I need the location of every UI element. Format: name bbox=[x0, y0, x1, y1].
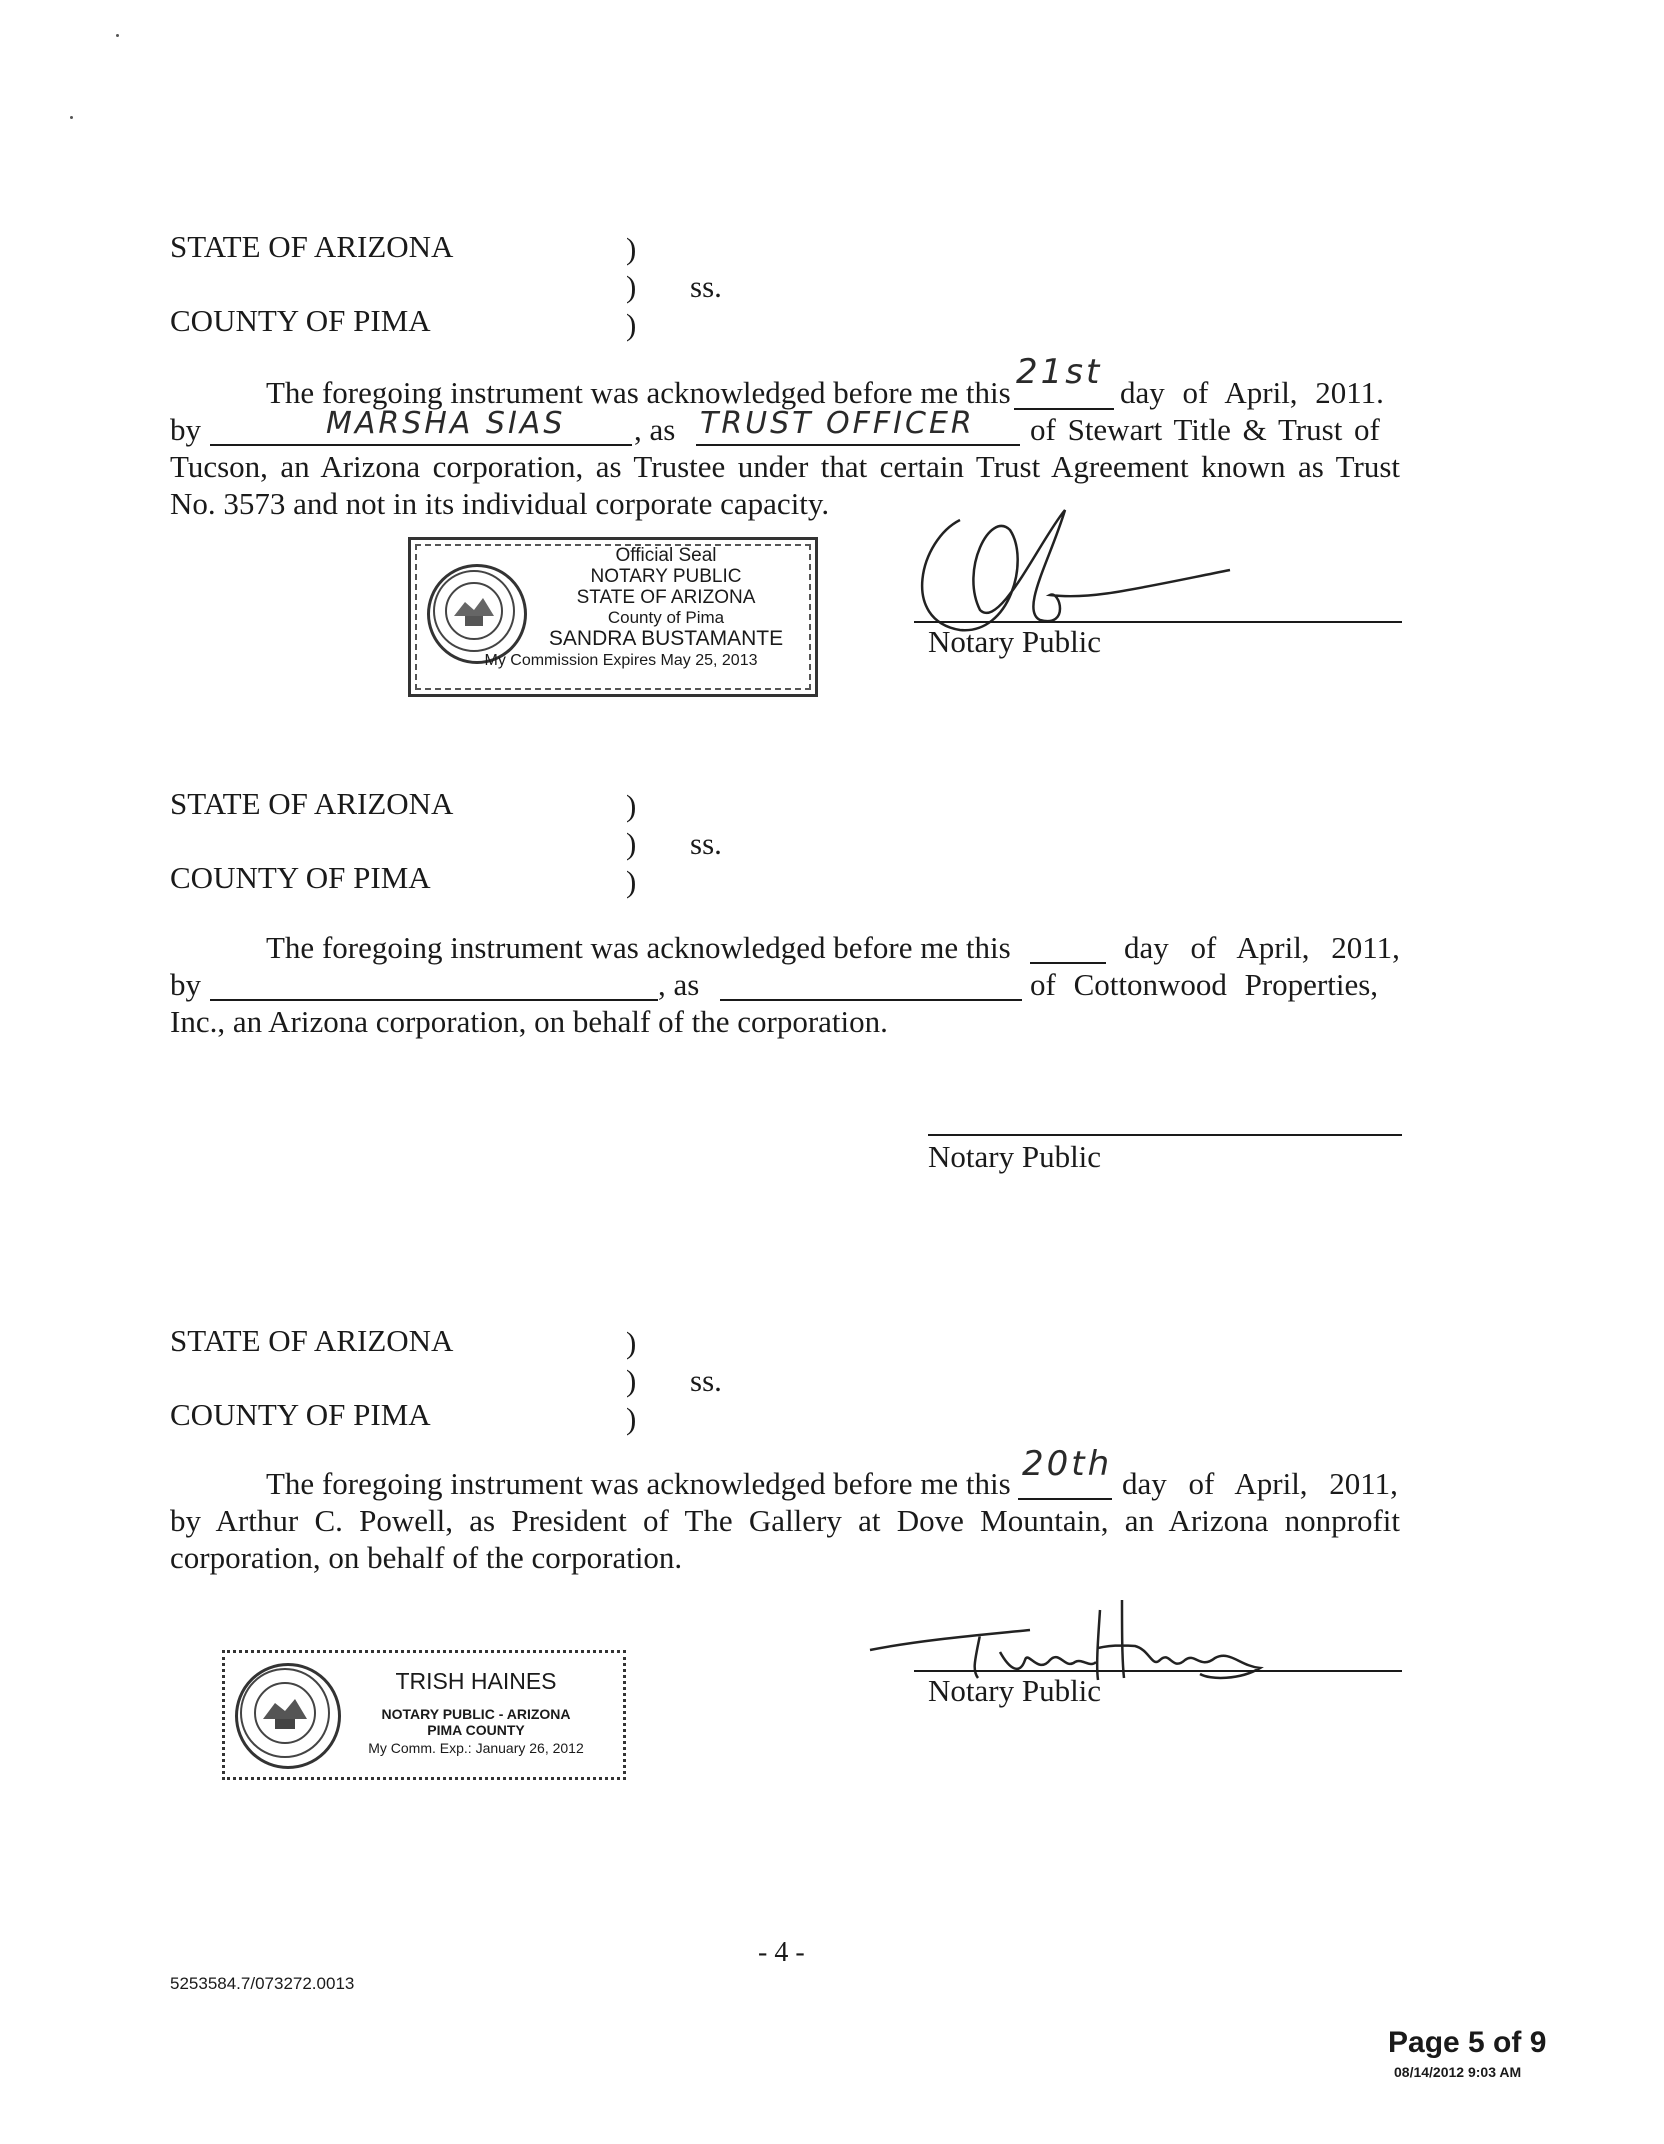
block1-line3: Tucson, an Arizona corporation, as Trustee under that certain Trust Agreement known as Trust bbox=[170, 449, 1400, 484]
block3-paren-3: ) bbox=[626, 1401, 637, 1436]
footer-page-number: - 4 - bbox=[758, 1937, 805, 1968]
seal-name: SANDRA BUSTAMANTE bbox=[548, 627, 784, 650]
block1-paren-1: ) bbox=[626, 231, 637, 266]
block2-line1-pre: The foregoing instrument was acknowledged before me this bbox=[266, 930, 1011, 965]
seal-expiry: My Commission Expires May 25, 2013 bbox=[484, 652, 758, 669]
block3-state: STATE OF ARIZONA bbox=[170, 1323, 454, 1358]
seal-notary-public: NOTARY PUBLIC bbox=[590, 566, 742, 587]
notary-seal-bustamante bbox=[408, 537, 818, 697]
block1-line1-pre: The foregoing instrument was acknowledged before me this bbox=[266, 375, 1011, 410]
block2-title-blank[interactable] bbox=[720, 973, 1022, 1001]
notary-seal-haines bbox=[222, 1650, 626, 1780]
block2-paren-1: ) bbox=[626, 788, 637, 823]
scan-speck bbox=[116, 34, 119, 37]
seal-county: County of Pima bbox=[607, 608, 725, 627]
block1-name-handwritten: MARSHA SIAS bbox=[326, 406, 566, 441]
arizona-seal-emblem-icon bbox=[235, 1663, 341, 1769]
block3-line2: by Arthur C. Powell, as President of The Gallery at Dove Mountain, an Arizona nonprofit bbox=[170, 1503, 1400, 1538]
block3-notary-label: Notary Public bbox=[928, 1673, 1102, 1708]
block3-line1-pre: The foregoing instrument was acknowledged before me this bbox=[266, 1466, 1011, 1501]
block1-line2-post: of Stewart Title & Trust of bbox=[1030, 412, 1380, 447]
block2-day-blank[interactable] bbox=[1030, 936, 1106, 964]
seal2-name: TRISH HAINES bbox=[395, 1668, 557, 1694]
block3-line1-post: day of April, 2011, bbox=[1122, 1466, 1398, 1501]
block1-paren-2: ) bbox=[626, 269, 637, 304]
arizona-seal-emblem-icon bbox=[427, 564, 527, 664]
block2-paren-2: ) bbox=[626, 826, 637, 861]
block1-county: COUNTY OF PIMA bbox=[170, 303, 431, 338]
block2-notary-label: Notary Public bbox=[928, 1139, 1102, 1174]
block2-paren-3: ) bbox=[626, 864, 637, 899]
block1-title-handwritten: TRUST OFFICER bbox=[700, 406, 975, 441]
block2-line3: Inc., an Arizona corporation, on behalf of the corporation. bbox=[170, 1004, 888, 1039]
block2-by: by bbox=[170, 967, 201, 1002]
seal2-notary: NOTARY PUBLIC - ARIZONA bbox=[381, 1706, 571, 1722]
block3-paren-2: ) bbox=[626, 1363, 637, 1398]
block2-as: , as bbox=[658, 967, 700, 1002]
block1-as: , as bbox=[634, 412, 676, 447]
block1-paren-3: ) bbox=[626, 307, 637, 342]
seal-official: Official Seal bbox=[615, 545, 717, 566]
block1-notary-label: Notary Public bbox=[928, 624, 1102, 659]
seal2-county: PIMA COUNTY bbox=[427, 1722, 525, 1738]
scan-speck bbox=[70, 116, 73, 119]
block3-county: COUNTY OF PIMA bbox=[170, 1397, 431, 1432]
footer-page-of: Page 5 of 9 bbox=[1388, 2026, 1547, 2059]
block3-paragraph bbox=[170, 1502, 1400, 1576]
footer-timestamp: 08/14/2012 9:03 AM bbox=[1394, 2064, 1522, 2080]
block3-ss: ss. bbox=[690, 1363, 722, 1398]
block2-ss: ss. bbox=[690, 826, 722, 861]
notary-signature-1 bbox=[900, 500, 1260, 640]
block3-day-handwritten: 20th bbox=[1022, 1444, 1113, 1484]
block2-state: STATE OF ARIZONA bbox=[170, 786, 454, 821]
seal-state: STATE OF ARIZONA bbox=[576, 587, 756, 608]
seal2-expiry: My Comm. Exp.: January 26, 2012 bbox=[368, 1740, 584, 1756]
block1-line1-post: day of April, 2011. bbox=[1120, 375, 1384, 410]
block3-line3: corporation, on behalf of the corporation. bbox=[170, 1540, 683, 1575]
block1-day-handwritten: 21st bbox=[1016, 352, 1103, 392]
block2-county: COUNTY OF PIMA bbox=[170, 860, 431, 895]
block2-signature-line[interactable] bbox=[928, 1134, 1402, 1136]
block1-ss: ss. bbox=[690, 269, 722, 304]
block3-paren-1: ) bbox=[626, 1325, 637, 1360]
footer-doc-id: 5253584.7/073272.0013 bbox=[170, 1974, 355, 1993]
block2-name-blank[interactable] bbox=[210, 973, 658, 1001]
block1-line4: No. 3573 and not in its individual corporate capacity. bbox=[170, 486, 830, 521]
block1-state: STATE OF ARIZONA bbox=[170, 229, 454, 264]
block2-line1-post: day of April, 2011, bbox=[1124, 930, 1400, 965]
block1-by: by bbox=[170, 412, 201, 447]
block2-line2-post: of Cottonwood Properties, bbox=[1030, 967, 1379, 1002]
